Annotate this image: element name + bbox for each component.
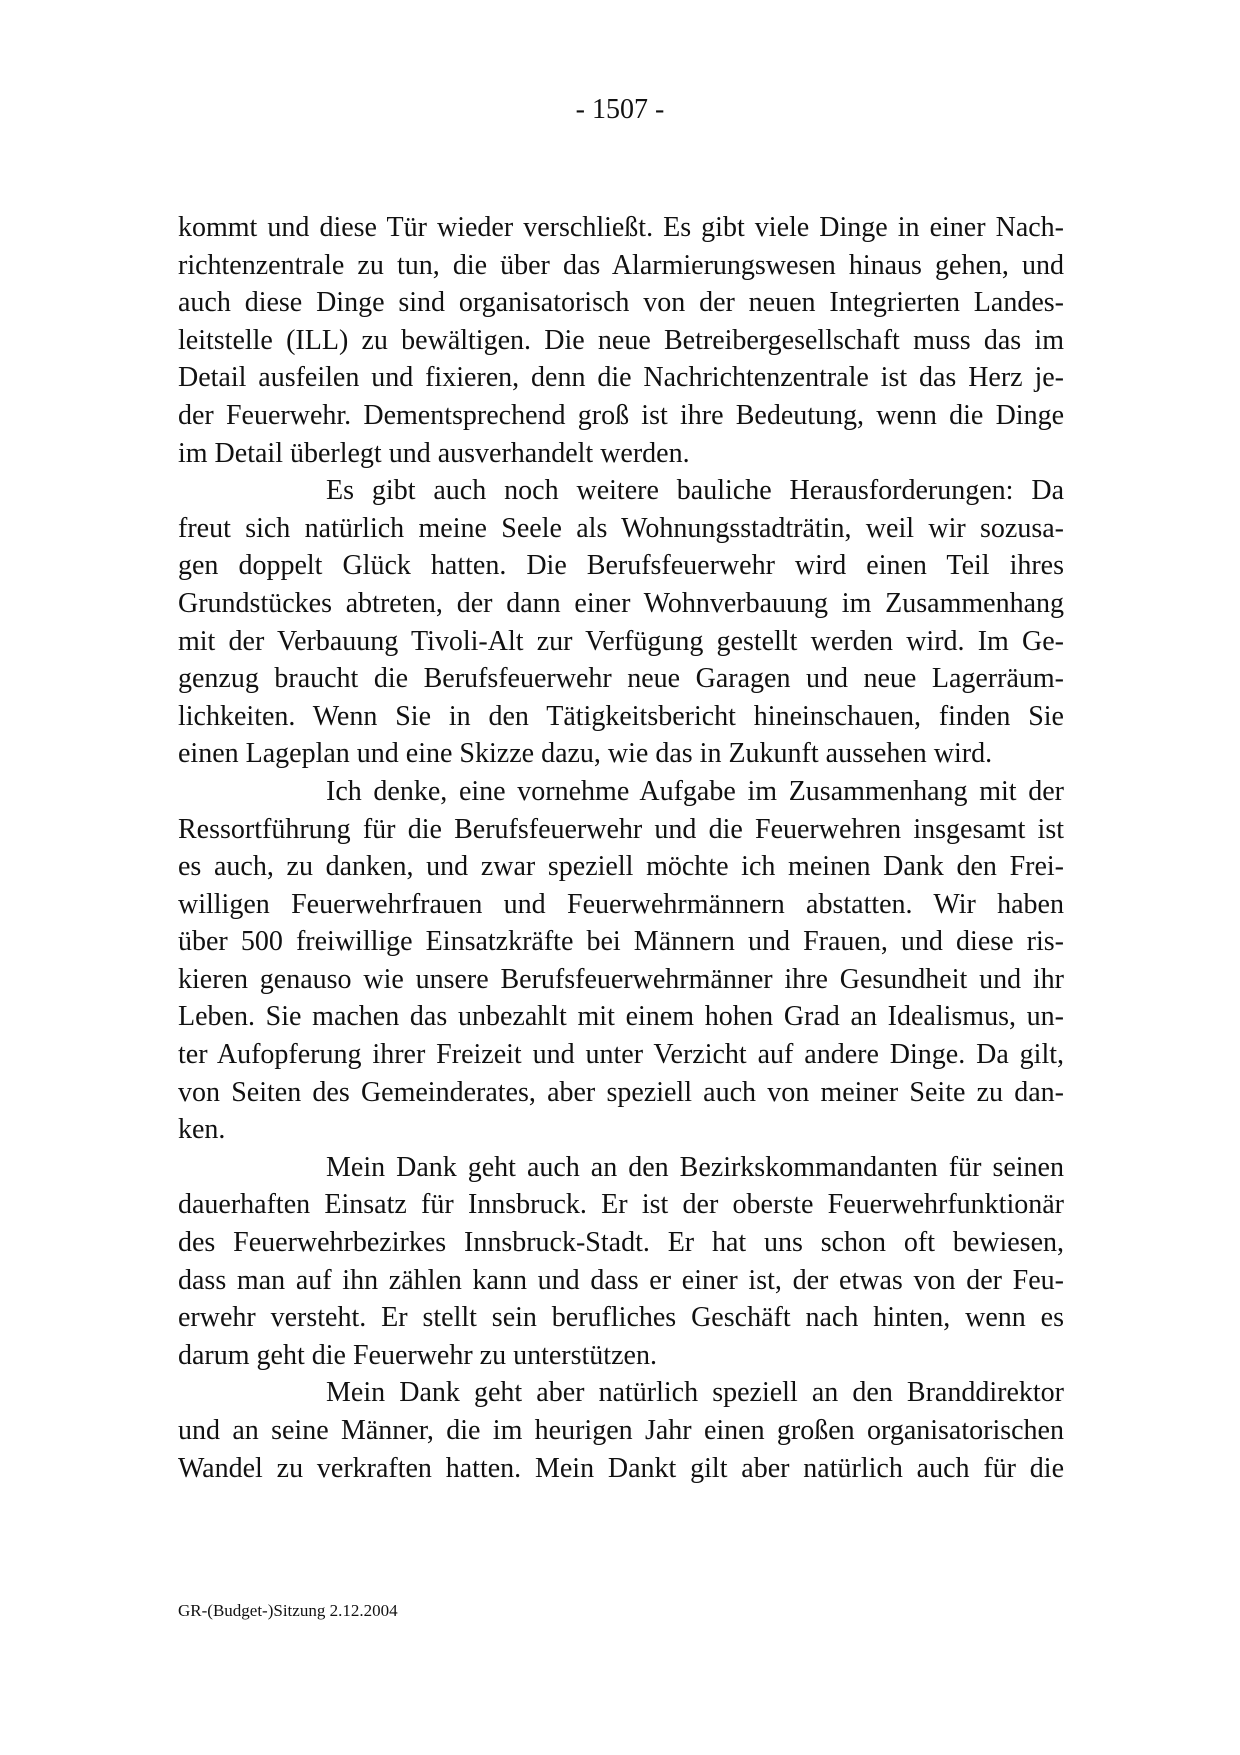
text-line: richtenzentrale zu tun, die über das Alarmierungswesen hinaus gehen, und — [178, 249, 1064, 281]
paragraph-first-line: Mein Dank geht auch an den Bezirkskommandanten für seinen — [326, 1151, 1064, 1183]
text-line: Detail ausfeilen und fixieren, denn die Nachrichtenzentrale ist das Herz je- — [178, 362, 1064, 394]
text-line: einen Lageplan und eine Skizze dazu, wie das in Zukunft aussehen wird. — [178, 738, 993, 770]
paragraph-first-line: Es gibt auch noch weitere bauliche Herausforderungen: Da — [326, 475, 1064, 507]
text-line: im Detail überlegt und ausverhandelt werden. — [178, 437, 690, 469]
text-line: kieren genauso wie unsere Berufsfeuerwehrmänner ihre Gesundheit und ihr — [178, 963, 1064, 995]
text-line: von Seiten des Gemeinderates, aber speziell auch von meiner Seite zu dan- — [178, 1076, 1064, 1108]
text-line: es auch, zu danken, und zwar speziell möchte ich meinen Dank den Frei- — [178, 851, 1064, 883]
document-body — [178, 209, 1064, 1487]
text-line: dass man auf ihn zählen kann und dass er einer ist, der etwas von der Feu- — [178, 1264, 1064, 1296]
text-line: und an seine Männer, die im heurigen Jahr einen großen organisatorischen — [178, 1415, 1064, 1446]
text-line: Leben. Sie machen das unbezahlt mit einem hohen Grad an Idealismus, un- — [178, 1001, 1064, 1033]
text-line: des Feuerwehrbezirkes Innsbruck-Stadt. Er hat uns schon oft bewiesen, — [178, 1227, 1064, 1259]
text-line: über 500 freiwillige Einsatzkräfte bei Männern und Frauen, und diese ris- — [178, 926, 1064, 958]
text-line: Wandel zu verkraften hatten. Mein Dankt gilt aber natürlich auch für die — [178, 1452, 1064, 1484]
text-line: auch diese Dinge sind organisatorisch von der neuen Integrierten Landes- — [178, 287, 1064, 319]
text-line: lichkeiten. Wenn Sie in den Tätigkeitsbericht hineinschauen, finden Sie — [178, 700, 1064, 732]
text-line: gen doppelt Glück hatten. Die Berufsfeuerwehr wird einen Teil ihres — [178, 550, 1064, 582]
text-line: genzug braucht die Berufsfeuerwehr neue Garagen und neue Lagerräum- — [178, 663, 1064, 695]
text-line: willigen Feuerwehrfrauen und Feuerwehrmännern abstatten. Wir haben — [178, 888, 1064, 920]
text-line: kommt und diese Tür wieder verschließt. Es gibt viele Dinge in einer Nach- — [178, 212, 1064, 243]
text-line: ken. — [178, 1114, 226, 1146]
paragraph-first-line: Ich denke, eine vornehme Aufgabe im Zusammenhang mit der — [326, 775, 1064, 807]
text-line: der Feuerwehr. Dementsprechend groß ist ihre Bedeutung, wenn die Dinge — [178, 399, 1064, 431]
text-line: erwehr versteht. Er stellt sein berufliches Geschäft nach hinten, wenn es — [178, 1302, 1064, 1334]
page-number: - 1507 - — [575, 94, 665, 125]
text-line: dauerhaften Einsatz für Innsbruck. Er ist der oberste Feuerwehrfunktionär — [178, 1189, 1064, 1221]
text-line: mit der Verbauung Tivoli-Alt zur Verfügung gestellt werden wird. Im Ge- — [178, 625, 1064, 657]
text-line: freut sich natürlich meine Seele als Wohnungsstadträtin, weil wir sozusa- — [178, 512, 1064, 544]
text-line: Grundstückes abtreten, der dann einer Wohnverbauung im Zusammenhang — [178, 587, 1064, 619]
text-line: Ressortführung für die Berufsfeuerwehr und die Feuerwehren insgesamt ist — [178, 813, 1064, 845]
paragraph-first-line: Mein Dank geht aber natürlich speziell an den Branddirektor — [326, 1377, 1064, 1409]
text-line: leitstelle (ILL) zu bewältigen. Die neue Betreibergesellschaft muss das im — [178, 324, 1064, 356]
text-line: darum geht die Feuerwehr zu unterstützen. — [178, 1339, 657, 1371]
text-line: ter Aufopferung ihrer Freizeit und unter Verzicht auf andere Dinge. Da gilt, — [178, 1039, 1064, 1071]
footer-session-label: GR-(Budget-)Sitzung 2.12.2004 — [178, 1601, 398, 1620]
